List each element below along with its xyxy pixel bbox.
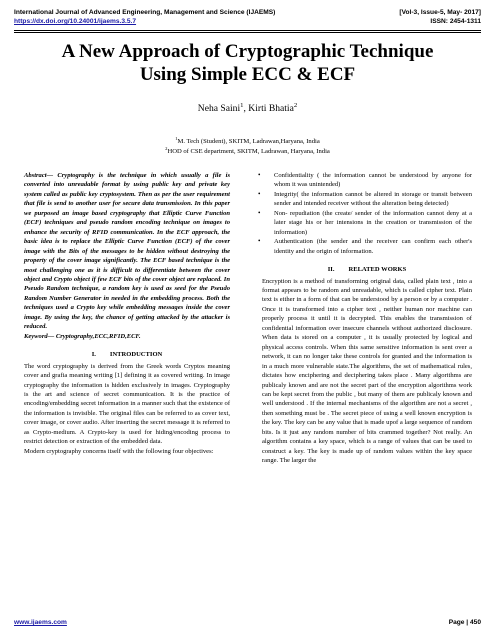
objectives-list: [258, 171, 472, 256]
objective-item: [258, 237, 472, 256]
journal-header: [14, 8, 481, 26]
affiliation-mark: 2: [165, 145, 168, 151]
objective-item: [258, 208, 472, 237]
bullet-icon: •: [258, 171, 261, 179]
affiliation-line: [20, 147, 475, 157]
author-affiliation-mark: 1: [240, 101, 244, 109]
objective-item: [258, 189, 472, 209]
objective-text: Authentication (the sender and the receiver can confirm each other's identity and the origin of information.: [274, 238, 472, 255]
paper-title: [20, 40, 475, 86]
section-heading-introduction: [24, 350, 230, 359]
journal-volume: [Vol-3, Issue-5, May- 2017]: [399, 9, 481, 16]
objective-text: Integrity( the information cannot be altered in storage or transit between sender and intended receiver without the alteration being detected): [274, 190, 472, 208]
objective-text: Confidentiality ( the information cannot be understood by anyone for whom it was unintended): [274, 172, 472, 189]
page-footer: [14, 619, 481, 626]
page-number: Page | 450: [448, 619, 481, 626]
journal-name: International Journal of Advanced Engineering, Management and Science (IJAEMS): [14, 9, 276, 16]
author-separator: ,: [243, 103, 249, 114]
right-column: [258, 171, 472, 466]
section-number: I.: [91, 351, 96, 359]
journal-website-link[interactable]: www.ijaems.com: [14, 619, 67, 626]
bullet-icon: •: [258, 189, 261, 198]
title-line-1: A New Approach of Cryptographic Technique: [61, 41, 434, 62]
affiliation-text: HOD of CSE department, SKITM, Ladrawan, Haryana, India: [167, 148, 330, 155]
author-name: Kirti Bhatia: [248, 103, 294, 114]
affiliation-line: [20, 137, 475, 147]
keywords: [24, 332, 230, 341]
keywords-label: Keyword—: [24, 332, 55, 340]
bullet-icon: •: [258, 208, 261, 217]
related-works-paragraph: Encryption is a method of transforming original data, called plain text , into a format appears to be random and unreadable, which is called cipher text. Plain text is either in a form of that can be understood by a person or by a computer . Once it is transformed into a cipher text , neither human nor machine can properly process it until it is decrypted. This enables the transmission of confidential information over insecure channels without authorized disclosure. When data is stored on a computer , it is usually protected by logical and physical access controls. When this same sensitive information is sent over a network, it can no longer take these controls for granted and the information is in a much more vulnerable state.The algorithms, the set of mathematical rules, dictates how enciphering and deciphering takes place . Many algorithms are publicaly known and are not the secret part of the encryption algorithms work can be kept secret from the public , but many of them are publicaly known and well understood . If the internal mechanisms of the algorithm are not a secret , then something must be . The secret piece of using a well known encryption is the key. The key can be any value that is made upof a large sequence of random bits. Is it just any random number of bits crammed together? Not really. An algorithm contains a key space, which is a range of values that can be used to construct a key. The key is made up of random values within the key space range. The larger the: [262, 277, 472, 465]
affiliations: [20, 137, 475, 157]
left-column: [24, 171, 230, 456]
header-rule: [14, 30, 481, 31]
objective-item: [258, 171, 472, 190]
abstract-text: Cryptography is the technique in which usually a file is converted into unreadable format by using public key and private key system called as public key cryptosystem. Then as per the user requirement that file is send to another user for secure data transmission. In this paper we purposed an image based cryptography that Elliptic Curve Function (ECF) techniques and pseudo random encoding technique on images to enhance the security of RFID communication. In the ECF approach, the basic idea is to replace the Elliptic Curve Function (ECF) of the cover image with the Bits of the messages to be hidden without destroying the property of the cover image significantly. The ECF based technique is the most challenging one as it is difficult to differentiate between the cover object and Crypto object if few ECF bits of the cover object are replaced. In Pseudo Random technique, a random key is used as seed for the Pseudo Random Number Generator in needed in the embedding process. Both the techniques used a Crypto key while embedding messages inside the cover image. By using the key, the chance of getting attacked by the attacker is reduced.: [24, 172, 230, 331]
abstract-label: Abstract—: [24, 172, 54, 179]
issn: ISSN: 2454-1311: [430, 18, 481, 25]
bullet-icon: •: [258, 237, 261, 246]
intro-paragraph: The word cryptography is derived from the Greek words Cryptos meaning cover and grafia meaning writing [1] defining it as covered writing. In image cryptography the information is hidden exclusively in images. Cryptography is the art and science of secret communication. It is the practice of encoding/embedding secret information in a manner such that the existence of the information is invisible. The original files can be referred to as cover text, cover image, or cover audio. After inserting the secret message it is referred to as Crypto-medium. A Crypto-key is used for hiding/encoding process to restrict detection or extraction of the embedded data.: [24, 362, 230, 446]
section-number: II.: [327, 266, 335, 274]
author-name: Neha Saini: [197, 103, 241, 114]
doi-link[interactable]: https://dx.doi.org/10.24001/ijaems.3.5.7: [14, 18, 137, 25]
header-rule-secondary: [14, 32, 481, 33]
affiliation-mark: 1: [175, 135, 178, 141]
section-title: RELATED WORKS: [348, 266, 407, 274]
intro-paragraph-objectives: Modern cryptography concerns itself with the following four objectives:: [24, 447, 214, 455]
abstract: [24, 171, 230, 332]
section-title: INTRODUCTION: [109, 351, 163, 359]
objective-text: Non- repudiation (the create/ sender of the information cannot deny at a later stage his or her intensions in the creation or transmission of the information): [274, 209, 472, 236]
author-list: [20, 103, 475, 114]
section-heading-related-works: [262, 265, 472, 274]
title-line-2: Using Simple ECC & ECF: [139, 64, 356, 85]
affiliation-text: M. Tech (Student), SKITM, Ladrawan,Haryana, India: [177, 138, 320, 145]
author-affiliation-mark: 2: [293, 101, 298, 109]
keywords-text: Cryptography,ECC,RFID,ECF.: [54, 332, 141, 340]
